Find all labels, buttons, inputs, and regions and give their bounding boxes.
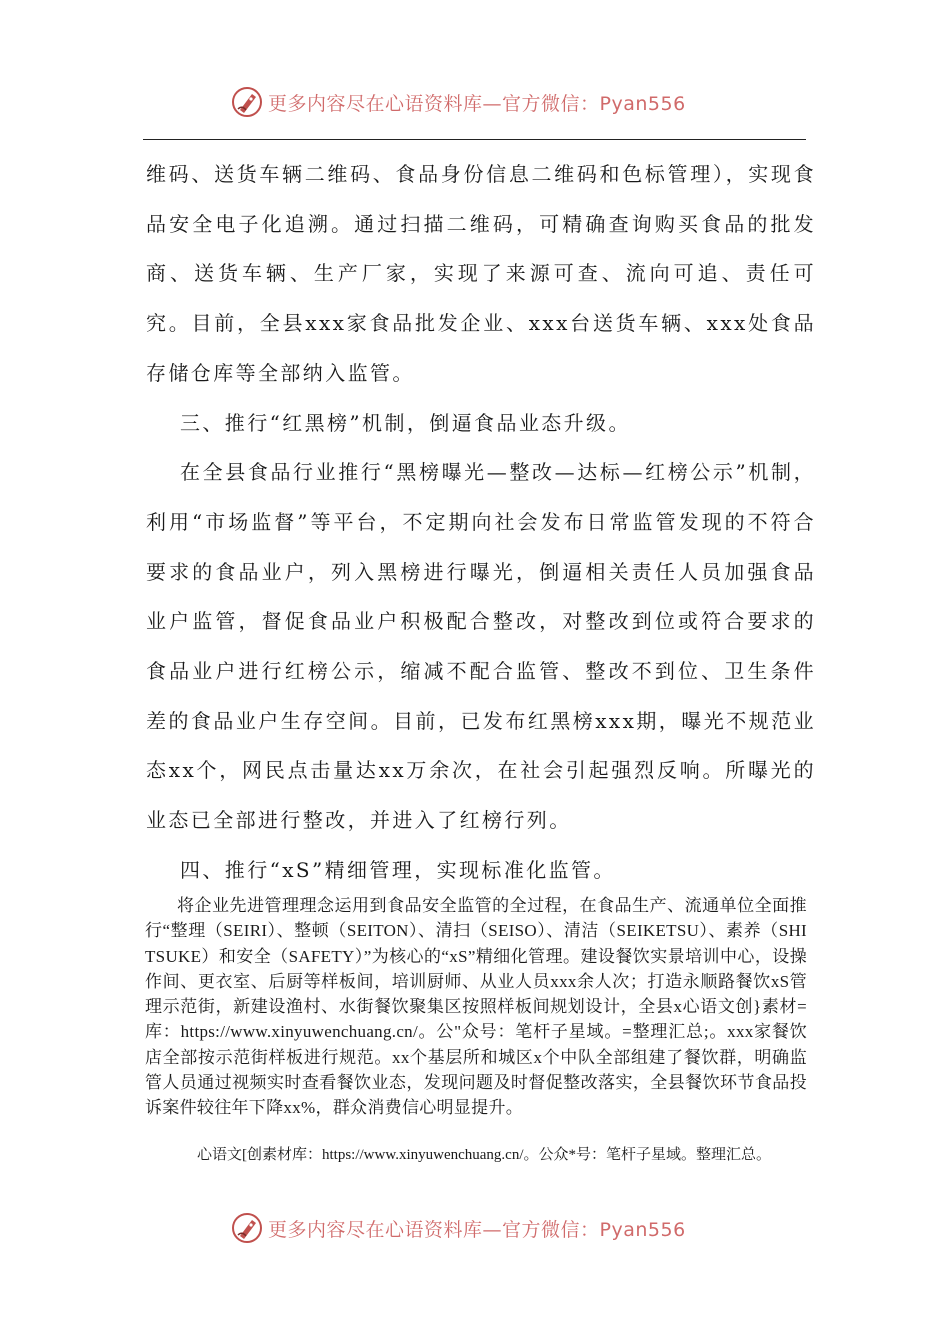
header-divider [143,139,806,140]
footer-banner-cn: 更多内容尽在心语资料库—官方微信： [268,1218,600,1241]
body-text [146,150,816,896]
header-banner-wechat-id: Pyan556 [599,92,686,115]
header-banner-cn: 更多内容尽在心语资料库—官方微信： [268,92,600,115]
footer-banner[interactable] [230,1210,750,1246]
paragraph-red-black-list: 在全县食品行业推行“黑榜曝光—整改—达标—红榜公示”机制，利用“市场监督”等平台，不定期向社会发布日常监管发现的不符合要求的食品业户，列入黑榜进行曝光，倒逼相关责任人员加强食品业户监管，督促食品业户积极配合整改，对整改到位或符合要求的食品业户进行红榜公示，缩减不配合监管、整改不到位、卫生条件差的食品业户生存空间。目前，已发布红黑榜xxx期，曝光不规范业态xx个，网民点击量达xx万余次，在社会引起强烈反响。所曝光的业态已全部进行整改，并进入了红榜行列。 [146,460,816,833]
paragraph-xs-management: 将企业先进管理理念运用到食品安全监管的全过程，在食品生产、流通单位全面推行“整理（SEIRI）、整顿（SEITON）、清扫（SEISO）、清洁（SEIKETSU）、素养（SHITSUKE）和安全（SAFETY）”为核心的“xS”精细化管理。建设餐饮实景培训中心，设操作间、更衣室、后厨等样板间，培训厨师、从业人员xxx余人次；打造永顺路餐饮xS管理示范街，新建设渔村、水街餐饮聚集区按照样板间规划设计，全县x心语文创}素材=库：https://www.xinyuwenchuang.cn/。公"众号：笔杆子星域。=整理汇总;。xxx家餐饮店全部按示范街样板进行规范。xx个基层所和城区x个中队全部组建了餐饮群，明确监管人员通过视频实时查看餐饮业态，发现问题及时督促整改落实，全县餐饮环节食品投诉案件较往年下降xx%，群众消费信心明显提升。 [145,896,807,1118]
footer-banner-wechat-id: Pyan556 [599,1218,686,1241]
section-heading-4: 四、推行“xS”精细管理，实现标准化监管。 [180,857,616,882]
header-banner[interactable] [230,84,750,120]
section-heading-3: 三、推行“红黑榜”机制，倒逼食品业态升级。 [180,410,631,435]
pen-nib-logo-icon [230,1211,264,1245]
paragraph-traceability: 维码、送货车辆二维码、食品身份信息二维码和色标管理），实现食品安全电子化追溯。通过扫描二维码，可精确查询购买食品的批发商、送货车辆、生产厂家，实现了来源可查、流向可追、责任可究。目前，全县xxx家食品批发企业、xxx台送货车辆、xxx处食品存储仓库等全部纳入监管。 [146,162,816,385]
source-note [145,1143,807,1168]
source-note-text: 心语文[创素材库：https://www.xinyuwenchuang.cn/。公众*号：笔杆子星域。整理汇总。 [197,1147,771,1163]
footer-banner-text [268,1215,686,1242]
header-banner-text [268,89,686,116]
pen-nib-logo-icon [230,85,264,119]
small-text-block [145,893,807,1121]
